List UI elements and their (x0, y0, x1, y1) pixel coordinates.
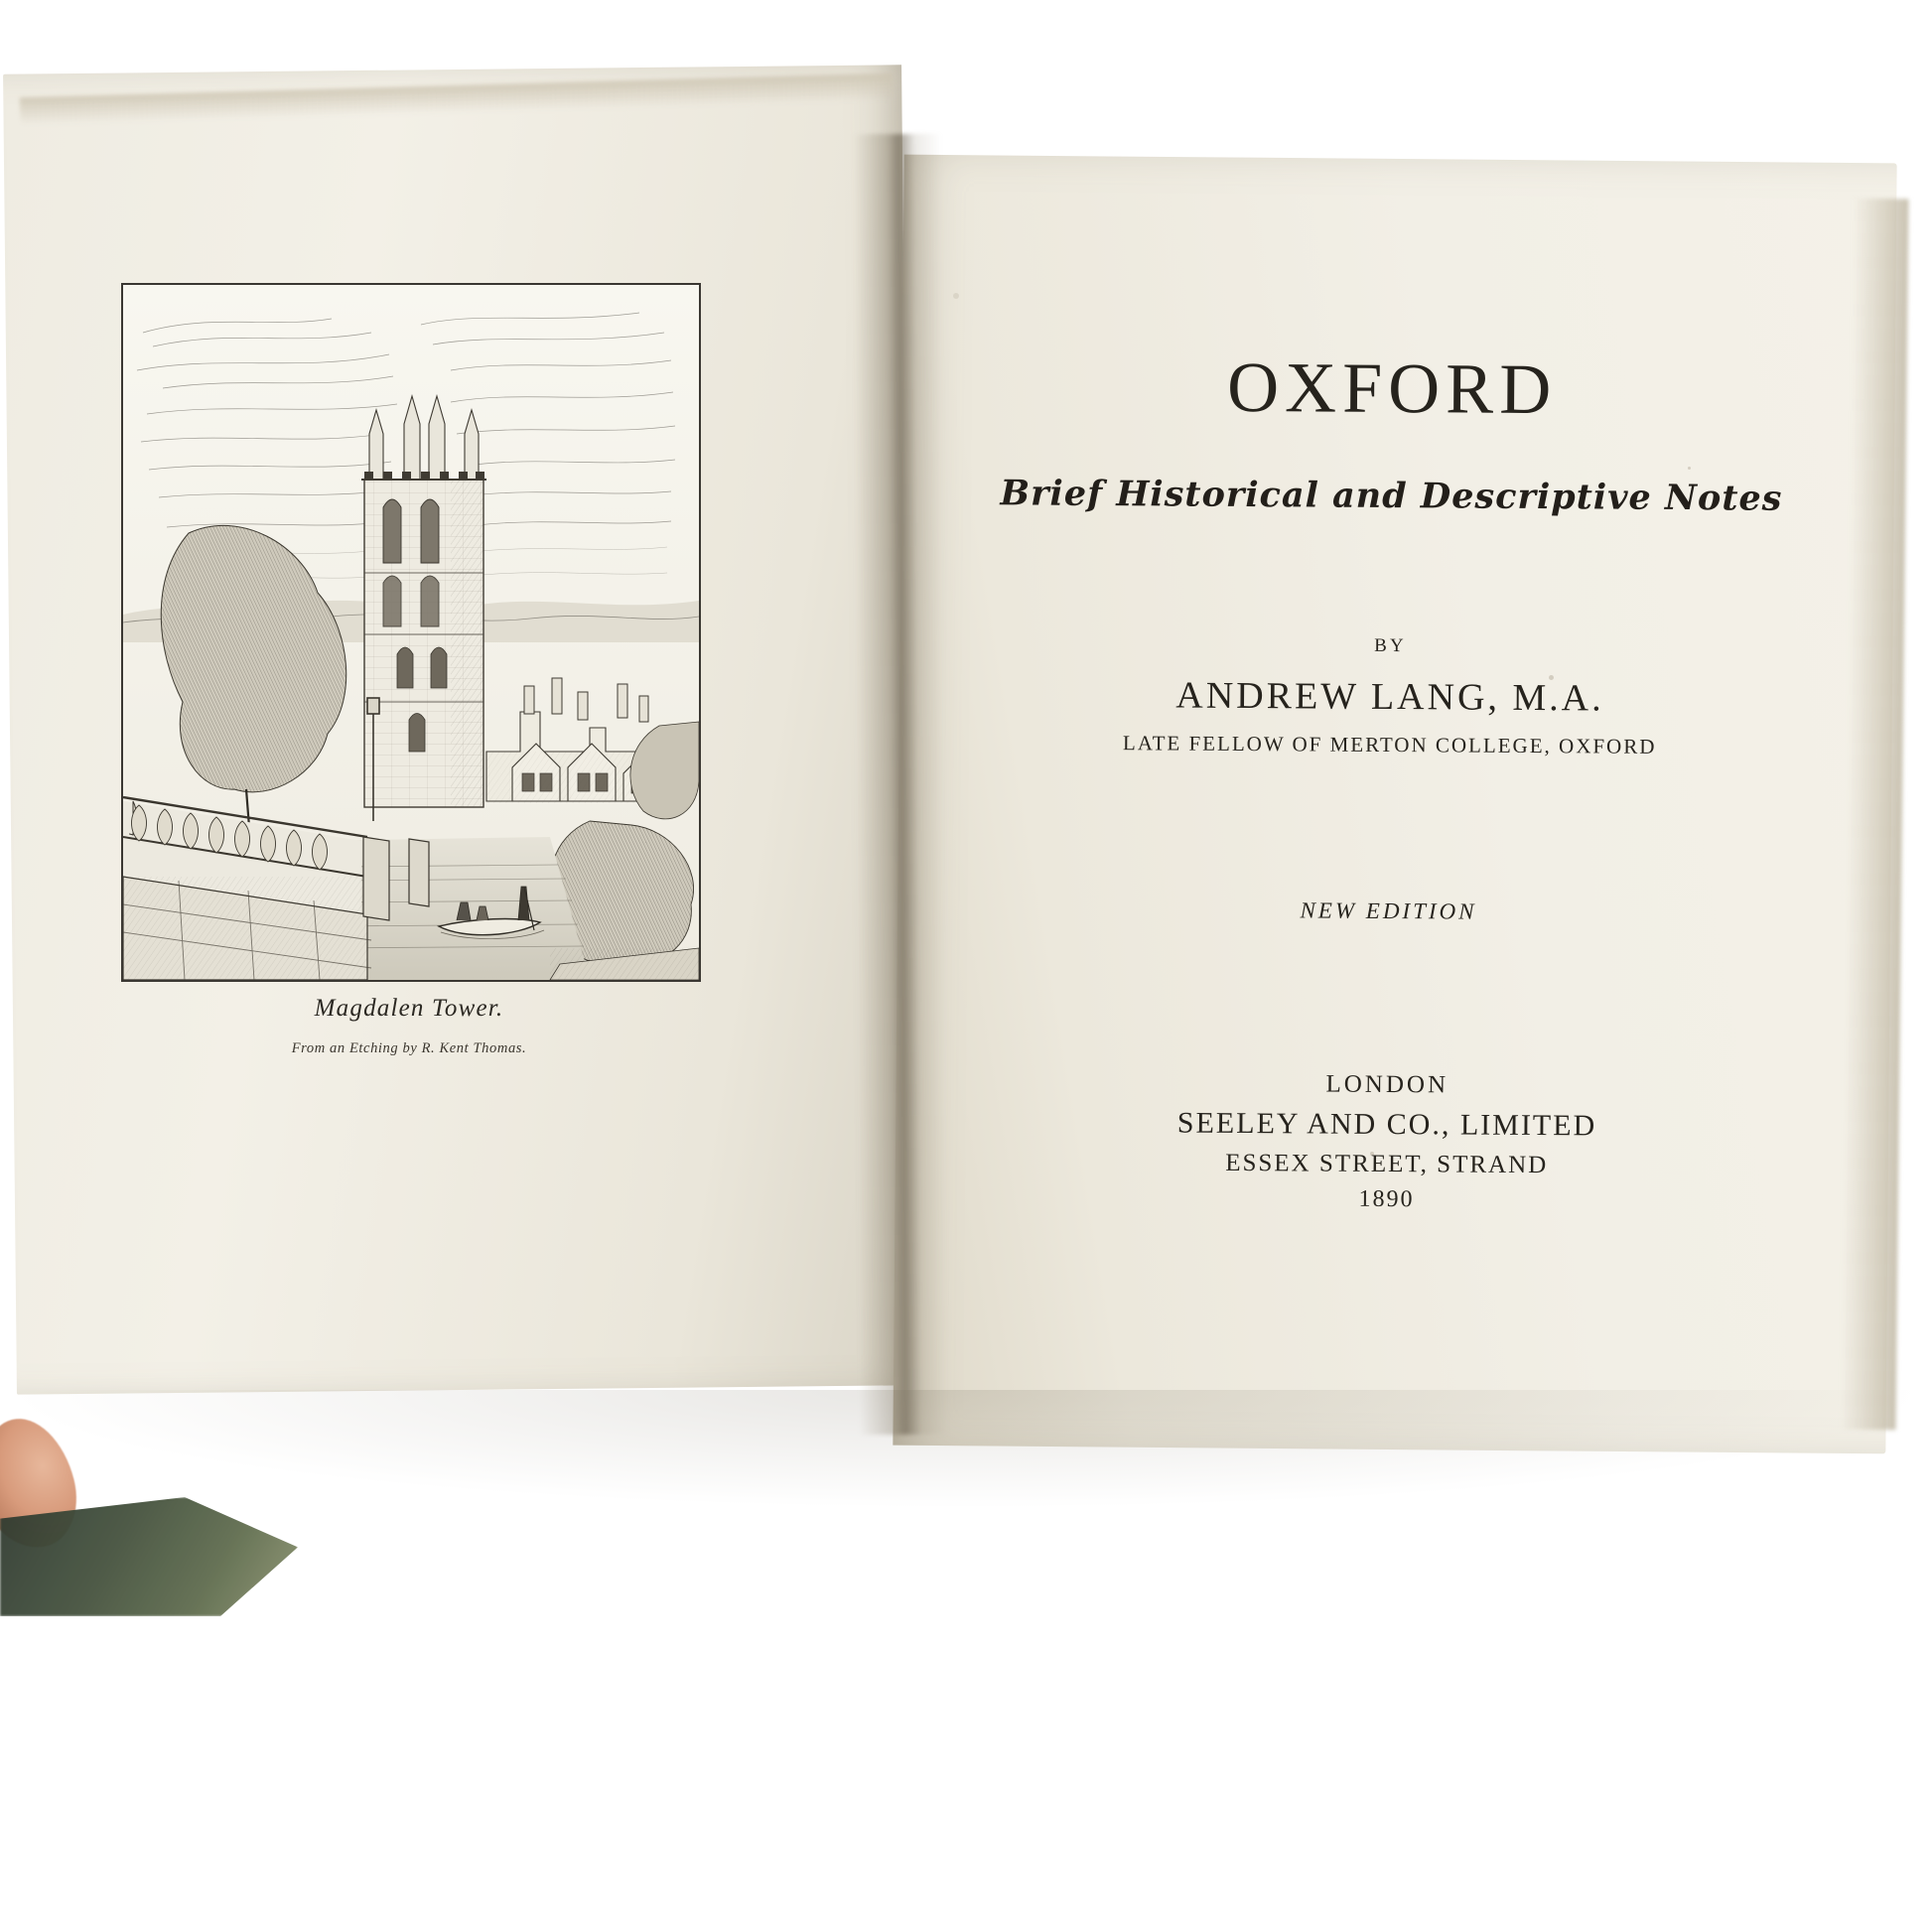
paper-speck (1688, 467, 1691, 470)
open-book (0, 40, 1932, 1430)
background-surface (0, 1497, 298, 1616)
page-edge-right (1841, 199, 1909, 1431)
paper-speck (953, 293, 959, 299)
imprint-year: 1890 (1358, 1185, 1415, 1213)
magdalen-tower-plate (121, 283, 701, 982)
imprint-address: ESSEX STREET, STRAND (1225, 1149, 1549, 1178)
imprint-city: LONDON (1325, 1070, 1449, 1099)
engraving-illustration (123, 285, 699, 980)
book-gutter (853, 134, 949, 1435)
title-page-block (949, 186, 1830, 1220)
author-affiliation: LATE FELLOW OF MERTON COLLEGE, OXFORD (1122, 731, 1657, 759)
book-subtitle: Brief Historical and Descriptive Notes (1000, 473, 1783, 519)
plate-caption: Magdalen Tower. (314, 995, 504, 1022)
by-label: BY (1374, 634, 1407, 657)
author-name: ANDREW LANG, M.A. (1175, 674, 1604, 720)
book-title: OXFORD (1226, 346, 1558, 430)
paper-speck (1370, 1152, 1374, 1156)
edition-statement: NEW EDITION (1300, 897, 1477, 924)
imprint-publisher: SEELEY AND CO., LIMITED (1176, 1106, 1597, 1143)
imprint (949, 1064, 1824, 1220)
plate-caption-credit: From an Etching by R. Kent Thomas. (291, 1040, 527, 1056)
paper-speck (1549, 675, 1554, 680)
page-bottom-shadow (0, 1390, 1932, 1509)
